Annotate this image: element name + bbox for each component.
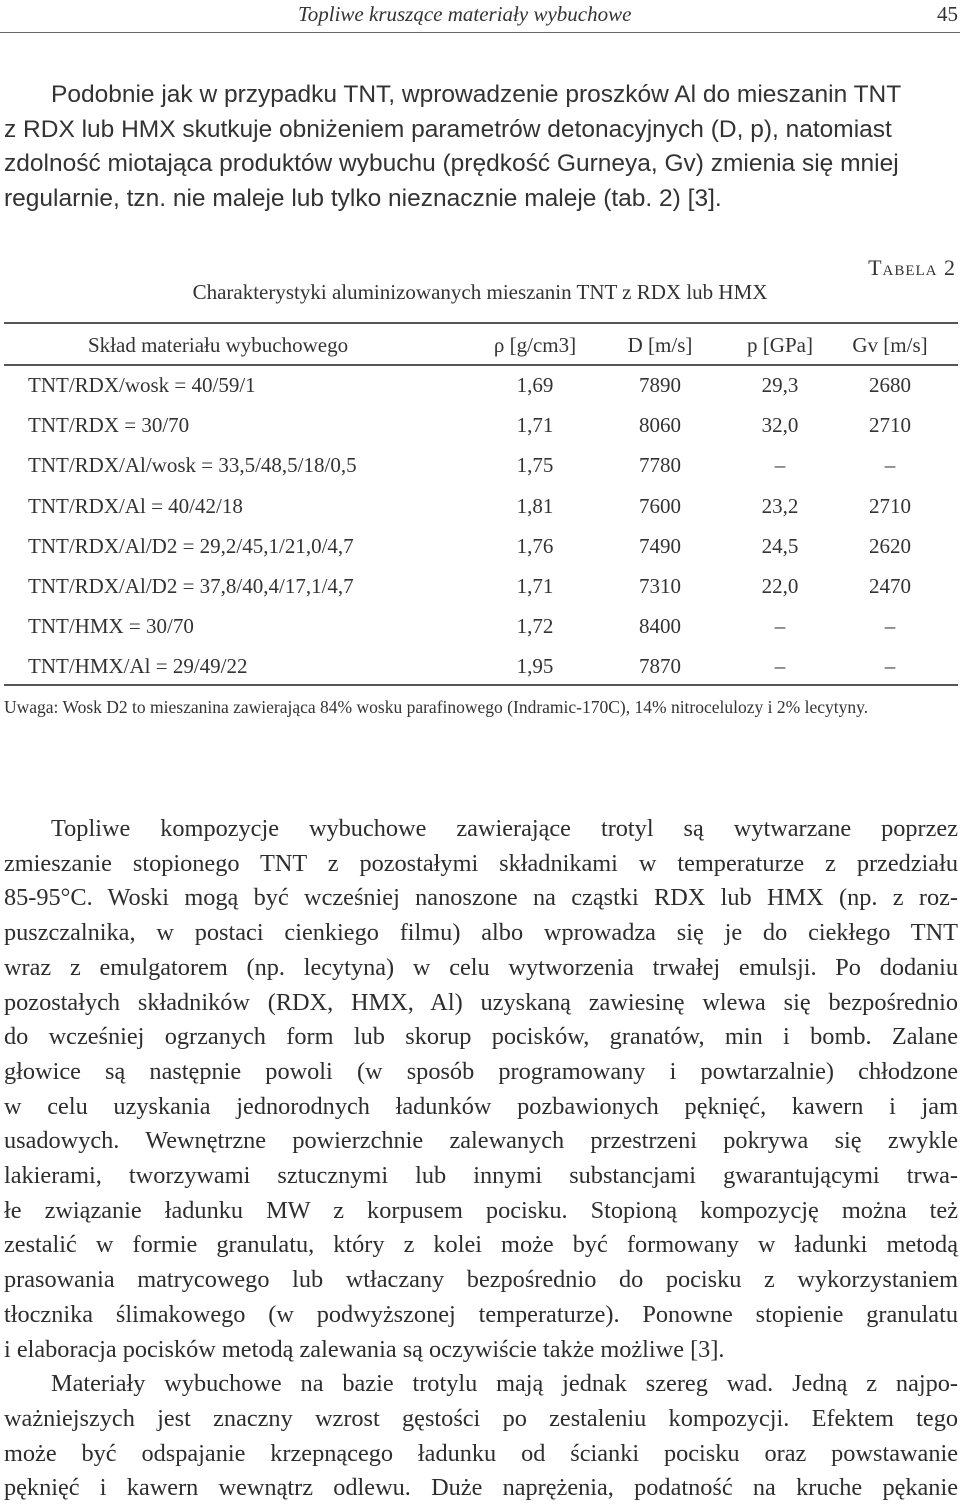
- cell-pressure: 29,3: [761, 373, 799, 397]
- cell-density: 1,69: [516, 373, 554, 397]
- running-title: Topliwe kruszące materiały wybuchowe: [298, 2, 632, 26]
- cell-pressure: –: [774, 453, 786, 478]
- table-note: Uwaga: Wosk D2 to mieszanina zawierająca 84% wosku parafinowego (Indramic-170C), 14% nitrocelulozy i 2% lecytyny.: [4, 697, 869, 717]
- cell-density: 1,95: [516, 654, 554, 679]
- header-pressure: p [GPa]: [747, 333, 813, 357]
- cell-composition: TNT/RDX/Al/wosk = 33,5/48,5/18/0,5: [28, 453, 357, 478]
- body-line: do wcześniej ogrzanych form lub skorup pocisków, granatów, min i bomb. Zalane: [4, 1023, 958, 1051]
- body-line: lakierami, tworzywami sztucznymi lub innymi substancjami gwarantującymi trwa-: [4, 1162, 958, 1190]
- cell-density: 1,71: [516, 574, 554, 598]
- body-line: usadowych. Wewnętrzne powierzchnie zalewanych przestrzeni pokrywa się zwykle: [4, 1127, 958, 1155]
- cell-detonation-velocity: 7490: [639, 533, 681, 558]
- intro-line: regularnie, tzn. nie maleje lub tylko nieznacznie maleje (tab. 2) [3].: [4, 184, 722, 212]
- cell-composition: TNT/RDX/wosk = 40/59/1: [28, 373, 256, 397]
- cell-gurney-velocity: 2710: [869, 413, 911, 438]
- cell-detonation-velocity: 7310: [639, 574, 681, 598]
- cell-gurney-velocity: 2620: [869, 533, 911, 558]
- body-line: wraz z emulgatorem (np. lecytyna) w celu wytworzenia trwałej emulsji. Po dodaniu: [4, 953, 958, 981]
- body-line: puszczalnika, w postaci cienkiego filmu) albo wprowadza się je do ciekłego TNT: [4, 919, 958, 947]
- body-line: w celu uzyskania jednorodnych ładunków pozbawionych pęknięć, kawern i jam: [4, 1092, 958, 1120]
- running-header: [0, 0, 960, 30]
- cell-detonation-velocity: 7780: [639, 453, 681, 478]
- cell-pressure: 24,5: [761, 533, 799, 558]
- cell-composition: TNT/HMX/Al = 29/49/22: [28, 654, 248, 679]
- body-line: ważniejszych jest znaczny wzrost gęstości po zestaleniu kompozycji. Efektem tego: [4, 1404, 958, 1432]
- cell-density: 1,71: [516, 413, 554, 438]
- cell-detonation-velocity: 7870: [639, 654, 681, 679]
- cell-composition: TNT/HMX = 30/70: [28, 614, 194, 639]
- body-line: 85-95°C. Woski mogą być wcześniej nanoszone na cząstki RDX lub HMX (np. z roz-: [4, 884, 958, 912]
- intro-line: zdolność miotająca produktów wybuchu (prędkość Gurneya, Gv) zmienia się mniej: [4, 150, 899, 177]
- body-line: łe związanie ładunku MW z korpusem pocisku. Stopioną kompozycję można też: [4, 1196, 958, 1224]
- cell-gurney-velocity: 2680: [869, 373, 911, 397]
- body-line: Materiały wybuchowe na bazie trotylu mają jednak szereg wad. Jedną z najpo-: [51, 1370, 958, 1398]
- cell-gurney-velocity: –: [884, 614, 896, 639]
- body-line: zmieszanie stopionego TNT z pozostałymi składnikami w temperaturze z przedziału: [4, 849, 958, 877]
- table-label: Tabela 2: [868, 255, 956, 280]
- table-bottom-rule: [4, 684, 958, 686]
- header-density: ρ [g/cm3]: [493, 333, 577, 357]
- table-caption-text: Charakterystyki aluminizowanych mieszanin TNT z RDX lub HMX: [192, 280, 768, 304]
- body-line: tłocznika ślimakowego (w podwyższonej temperaturze). Ponowne stopienie granulatu: [4, 1300, 958, 1328]
- body-line: pozostałych składników (RDX, HMX, Al) uzyskaną zawiesinę wlewa się bezpośrednio: [4, 988, 958, 1016]
- header-detonation-velocity: D [m/s]: [627, 333, 693, 357]
- table-header-rule: [4, 364, 958, 366]
- body-line: i elaboracja pocisków metodą zalewania są oczywiście także możliwe [3].: [4, 1335, 725, 1363]
- cell-gurney-velocity: –: [884, 654, 896, 679]
- body-line: zestalić w formie granulatu, który z kolei może być formowany w ładunki metodą: [4, 1231, 958, 1259]
- cell-composition: TNT/RDX = 30/70: [28, 413, 190, 438]
- cell-density: 1,75: [516, 453, 554, 478]
- body-line: Topliwe kompozycje wybuchowe zawierające trotyl są wytwarzane poprzez: [51, 815, 958, 842]
- cell-pressure: –: [774, 654, 786, 679]
- body-line: głowice są następnie powoli (w sposób programowany i powtarzalnie) chłodzone: [4, 1057, 958, 1085]
- cell-detonation-velocity: 8060: [639, 413, 681, 438]
- cell-pressure: –: [774, 614, 786, 639]
- cell-composition: TNT/RDX/Al = 40/42/18: [28, 493, 243, 518]
- cell-gurney-velocity: –: [884, 453, 896, 478]
- cell-density: 1,81: [516, 493, 554, 518]
- cell-density: 1,72: [516, 614, 554, 639]
- cell-density: 1,76: [516, 533, 554, 558]
- body-line: prasowania matrycowego lub wtłaczany bezpośrednio do pocisku z wykorzystaniem: [4, 1266, 958, 1294]
- cell-gurney-velocity: 2470: [869, 574, 911, 598]
- intro-line: Podobnie jak w przypadku TNT, wprowadzenie proszków Al do mieszanin TNT: [51, 81, 902, 108]
- body-text: [4, 812, 958, 1506]
- cell-gurney-velocity: 2710: [869, 493, 911, 518]
- cell-detonation-velocity: 7600: [639, 493, 681, 518]
- intro-paragraph: [4, 78, 958, 216]
- header-composition: Skład materiału wybuchowego: [88, 333, 349, 357]
- cell-pressure: 32,0: [761, 413, 799, 438]
- intro-line: z RDX lub HMX skutkuje obniżeniem parametrów detonacyjnych (D, p), natomiast: [4, 115, 892, 143]
- body-line: może być odspajanie krzepnącego ładunku od ścianki pocisku oraz powstawanie: [4, 1439, 958, 1467]
- table-caption: [0, 280, 960, 305]
- page-number: 45: [937, 2, 958, 26]
- cell-detonation-velocity: 8400: [639, 614, 681, 639]
- body-line: pęknięć i kawern wewnątrz odlewu. Duże naprężenia, podatność na kruche pękanie: [4, 1474, 958, 1502]
- cell-pressure: 23,2: [761, 493, 799, 518]
- header-rule: [0, 32, 960, 33]
- cell-pressure: 22,0: [761, 574, 799, 598]
- cell-composition: TNT/RDX/Al/D2 = 37,8/40,4/17,1/4,7: [28, 574, 354, 598]
- cell-detonation-velocity: 7890: [639, 373, 681, 397]
- header-gurney-velocity: Gv [m/s]: [852, 333, 928, 357]
- cell-composition: TNT/RDX/Al/D2 = 29,2/45,1/21,0/4,7: [28, 533, 354, 558]
- table-top-rule: [4, 322, 958, 324]
